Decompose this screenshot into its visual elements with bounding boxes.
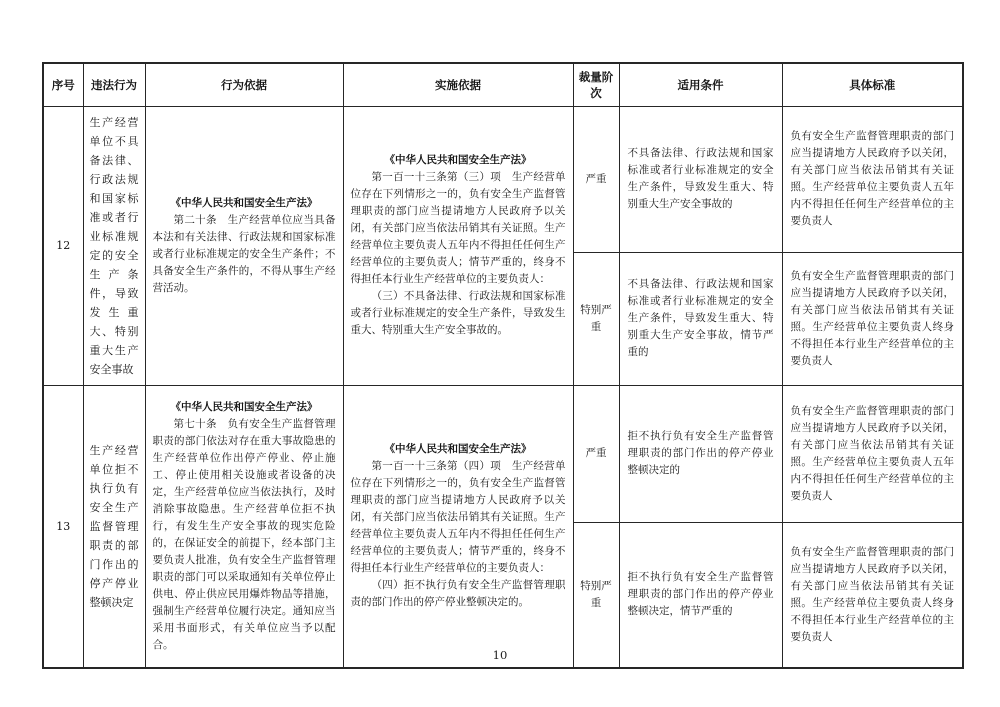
standard-13-serious: 负有安全生产监督管理职责的部门应当提请地方人民政府予以关闭，有关部门应当依法吊销其有关证照。生产经营单位主要负责人五年内不得担任任何生产经营单位的主要负责人 <box>782 385 963 522</box>
law-title: 《中华人民共和国安全生产法》 <box>170 400 318 413</box>
law-paragraph: 第一百一十三条第（三）项 生产经营单位存在下列情形之一的，负有安全生产监督管理职责的部门应当提请地方人民政府予以关闭，有关部门应当依法吊销其有关证照。生产经营单位主要负责人五年内不得担任任何生产经营单位的主要负责人；情节严重的，终身不得担任本行业生产经营单位的主要负责人： <box>350 171 566 285</box>
condition-13-serious: 拒不执行负有安全生产监督管理职责的部门作出的停产停业整顿决定的 <box>619 385 782 522</box>
discretion-level-13-serious: 严重 <box>573 385 619 522</box>
col-header-serial-no: 序号 <box>43 63 83 106</box>
violation-13: 生产经营单位拒不执行负有安全生产监督管理职责的部门作出的停产停业整顿决定 <box>83 385 145 668</box>
law-title: 《中华人民共和国安全生产法》 <box>170 196 318 209</box>
col-header-violation: 违法行为 <box>83 63 145 106</box>
condition-13-especially-serious: 拒不执行负有安全生产监督管理职责的部门作出的停产停业整顿决定，情节严重的 <box>619 522 782 668</box>
standard-13-especially-serious: 负有安全生产监督管理职责的部门应当提请地方人民政府予以关闭，有关部门应当依法吊销其有关证照。生产经营单位主要负责人终身不得担任本行业生产经营单位的主要负责人 <box>782 522 963 668</box>
violation-12: 生产经营单位不具备法律、行政法规和国家标准或者行业标准规定的安全生产条件，导致发生重大、特别重大生产安全事故 <box>83 106 145 385</box>
col-header-implementation-basis: 实施依据 <box>343 63 573 106</box>
discretion-level-12-especially-serious: 特别严重 <box>573 253 619 385</box>
serial-no-12: 12 <box>43 106 83 385</box>
law-paragraph: （三）不具备法律、行政法规和国家标准或者行业标准规定的安全生产条件，导致发生重大、特别重大生产安全事故的。 <box>350 290 566 336</box>
condition-12-especially-serious: 不具备法律、行政法规和国家标准或者行业标准规定的安全生产条件，导致发生重大、特别重大生产安全事故，情节严重的 <box>619 253 782 385</box>
discretion-standards-table <box>42 62 964 669</box>
col-header-applicable-conditions: 适用条件 <box>619 63 782 106</box>
col-header-behavior-basis: 行为依据 <box>145 63 343 106</box>
law-title: 《中华人民共和国安全生产法》 <box>384 443 532 456</box>
law-title: 《中华人民共和国安全生产法》 <box>384 154 532 166</box>
implementation-basis-12 <box>343 106 573 385</box>
behavior-basis-13 <box>145 385 343 668</box>
table-row <box>43 106 963 253</box>
implementation-basis-13 <box>343 385 573 668</box>
table-row <box>43 385 963 522</box>
discretion-level-12-serious: 严重 <box>573 106 619 253</box>
behavior-basis-12 <box>145 106 343 385</box>
col-header-specific-standards: 具体标准 <box>782 63 963 106</box>
table-header-row <box>43 63 963 106</box>
law-paragraph: 第七十条 负有安全生产监督管理职责的部门依法对存在重大事故隐患的生产经营单位作出停产停业、停止施工、停止使用相关设施或者设备的决定，生产经营单位应当依法执行，及时消除事故隐患。生产经营单位拒不执行，有发生生产安全事故的现实危险的，在保证安全的前提下，经本部门主要负责人批准，负有安全生产监督管理职责的部门可以采取通知有关单位停止供电、停止供应民用爆炸物品等措施，强制生产经营单位履行决定。通知应当采用书面形式，有关单位应当予以配合。 <box>152 417 336 651</box>
law-paragraph: 第一百一十三条第（四）项 生产经营单位存在下列情形之一的，负有安全生产监督管理职责的部门应当提请地方人民政府予以关闭，有关部门应当依法吊销其有关证照。生产经营单位主要负责人五年内不得担任任何生产经营单位的主要负责人；情节严重的，终身不得担任本行业生产经营单位的主要负责人： <box>350 460 566 575</box>
discretion-level-13-especially-serious: 特别严重 <box>573 522 619 668</box>
standard-12-serious: 负有安全生产监督管理职责的部门应当提请地方人民政府予以关闭，有关部门应当依法吊销其有关证照。生产经营单位主要负责人五年内不得担任任何生产经营单位的主要负责人 <box>782 106 963 253</box>
col-header-discretion-level: 裁量阶次 <box>573 63 619 106</box>
law-paragraph: 第二十条 生产经营单位应当具备本法和有关法律、行政法规和国家标准或者行业标准规定的安全生产条件；不具备安全生产条件的，不得从事生产经营活动。 <box>152 213 336 294</box>
standard-12-especially-serious: 负有安全生产监督管理职责的部门应当提请地方人民政府予以关闭，有关部门应当依法吊销其有关证照。生产经营单位主要负责人终身不得担任本行业生产经营单位的主要负责人 <box>782 253 963 385</box>
serial-no-13: 13 <box>43 385 83 668</box>
law-paragraph: （四）拒不执行负有安全生产监督管理职责的部门作出的停产停业整顿决定的。 <box>350 579 566 609</box>
condition-12-serious: 不具备法律、行政法规和国家标准或者行业标准规定的安全生产条件，导致发生重大、特别重大生产安全事故的 <box>619 106 782 253</box>
page-number: 10 <box>492 648 508 662</box>
